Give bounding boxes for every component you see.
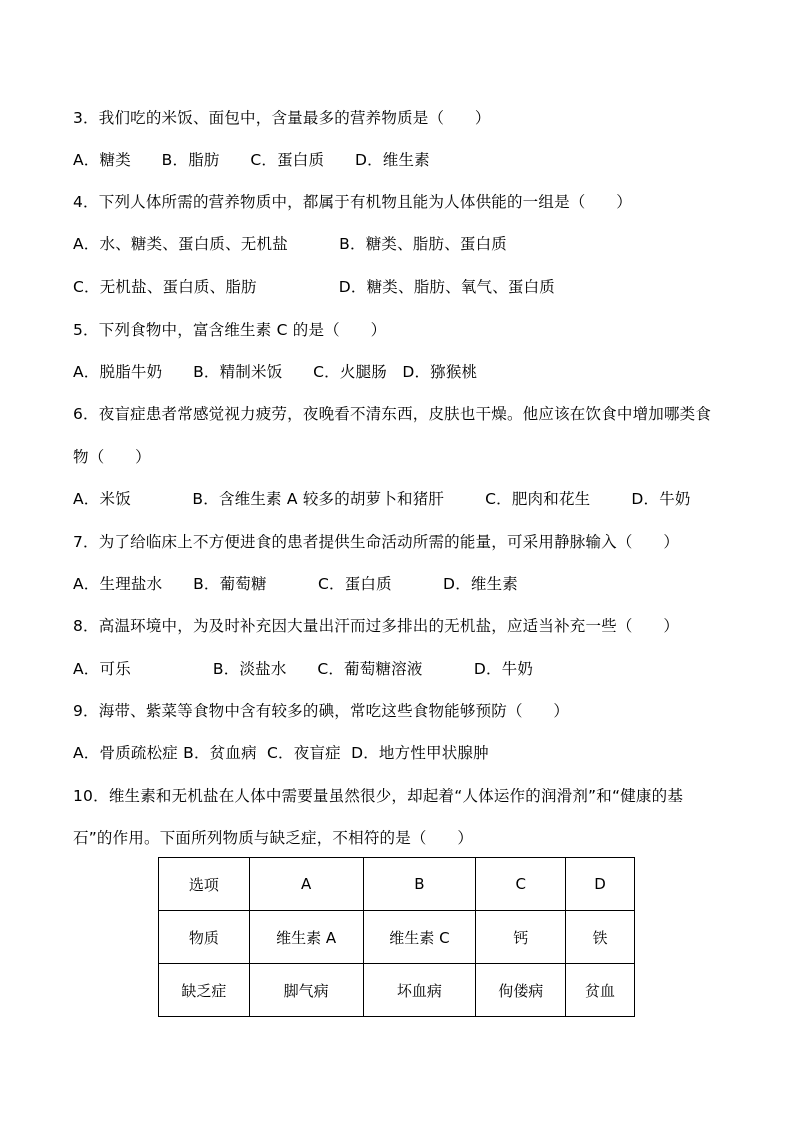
- table-row: [159, 911, 635, 964]
- table-row: [159, 964, 635, 1017]
- table-cell: C: [476, 858, 566, 911]
- question-10-table: [158, 857, 635, 1017]
- table-cell: 铁: [566, 911, 635, 964]
- table-row: [159, 858, 635, 911]
- table-cell: 维生素 C: [363, 911, 476, 964]
- question-6-stem-line2: 物（ ）: [73, 448, 151, 466]
- question-7-options: A．生理盐水 B．葡萄糖 C．蛋白质 D．维生素: [73, 575, 518, 593]
- question-5-stem: 5．下列食物中，富含维生素 C 的是（ ）: [73, 321, 387, 339]
- table-cell: 维生素 A: [249, 911, 363, 964]
- table-cell: 佝偻病: [476, 964, 566, 1017]
- table-cell: 钙: [476, 911, 566, 964]
- table-cell: D: [566, 858, 635, 911]
- question-4-options-cd: C．无机盐、蛋白质、脂肪 D．糖类、脂肪、氧气、蛋白质: [73, 278, 555, 296]
- table-cell: 物质: [159, 911, 250, 964]
- table-cell: 缺乏症: [159, 964, 250, 1017]
- question-5-options: A．脱脂牛奶 B．精制米饭 C．火腿肠 D．猕猴桃: [73, 363, 478, 381]
- table-cell: 坏血病: [363, 964, 476, 1017]
- question-10-stem-line2: 石”的作用。下面所列物质与缺乏症，不相符的是（ ）: [73, 829, 474, 847]
- question-4-options-ab: A．水、糖类、蛋白质、无机盐 B．糖类、脂肪、蛋白质: [73, 235, 508, 253]
- table-cell: 选项: [159, 858, 250, 911]
- table-cell: 脚气病: [249, 964, 363, 1017]
- question-6-options: A．米饭 B．含维生素 A 较多的胡萝卜和猪肝 C．肥肉和花生 D．牛奶: [73, 490, 691, 508]
- question-8-stem: 8．高温环境中，为及时补充因大量出汗而过多排出的无机盐，应适当补充一些（ ）: [73, 617, 680, 635]
- table-cell: 贫血: [566, 964, 635, 1017]
- question-9-options: A．骨质疏松症 B．贫血病 C．夜盲症 D．地方性甲状腺肿: [73, 744, 489, 762]
- question-3-options: A．糖类 B．脂肪 C．蛋白质 D．维生素: [73, 151, 430, 169]
- table-cell: A: [249, 858, 363, 911]
- question-7-stem: 7．为了给临床上不方便进食的患者提供生命活动所需的能量，可采用静脉输入（ ）: [73, 533, 680, 551]
- question-8-options: A．可乐 B．淡盐水 C．葡萄糖溶液 D．牛奶: [73, 660, 534, 678]
- table-cell: B: [363, 858, 476, 911]
- question-9-stem: 9．海带、紫菜等食物中含有较多的碘，常吃这些食物能够预防（ ）: [73, 702, 570, 720]
- question-6-stem-line1: 6．夜盲症患者常感觉视力疲劳，夜晚看不清东西，皮肤也干燥。他应该在饮食中增加哪类食: [73, 405, 712, 423]
- question-4-stem: 4．下列人体所需的营养物质中，都属于有机物且能为人体供能的一组是（ ）: [73, 193, 632, 211]
- question-10-stem-line1: 10．维生素和无机盐在人体中需要量虽然很少，却起着“人体运作的润滑剂”和“健康的基: [73, 787, 684, 805]
- question-3-stem: 3．我们吃的米饭、面包中，含量最多的营养物质是（ ）: [73, 109, 491, 127]
